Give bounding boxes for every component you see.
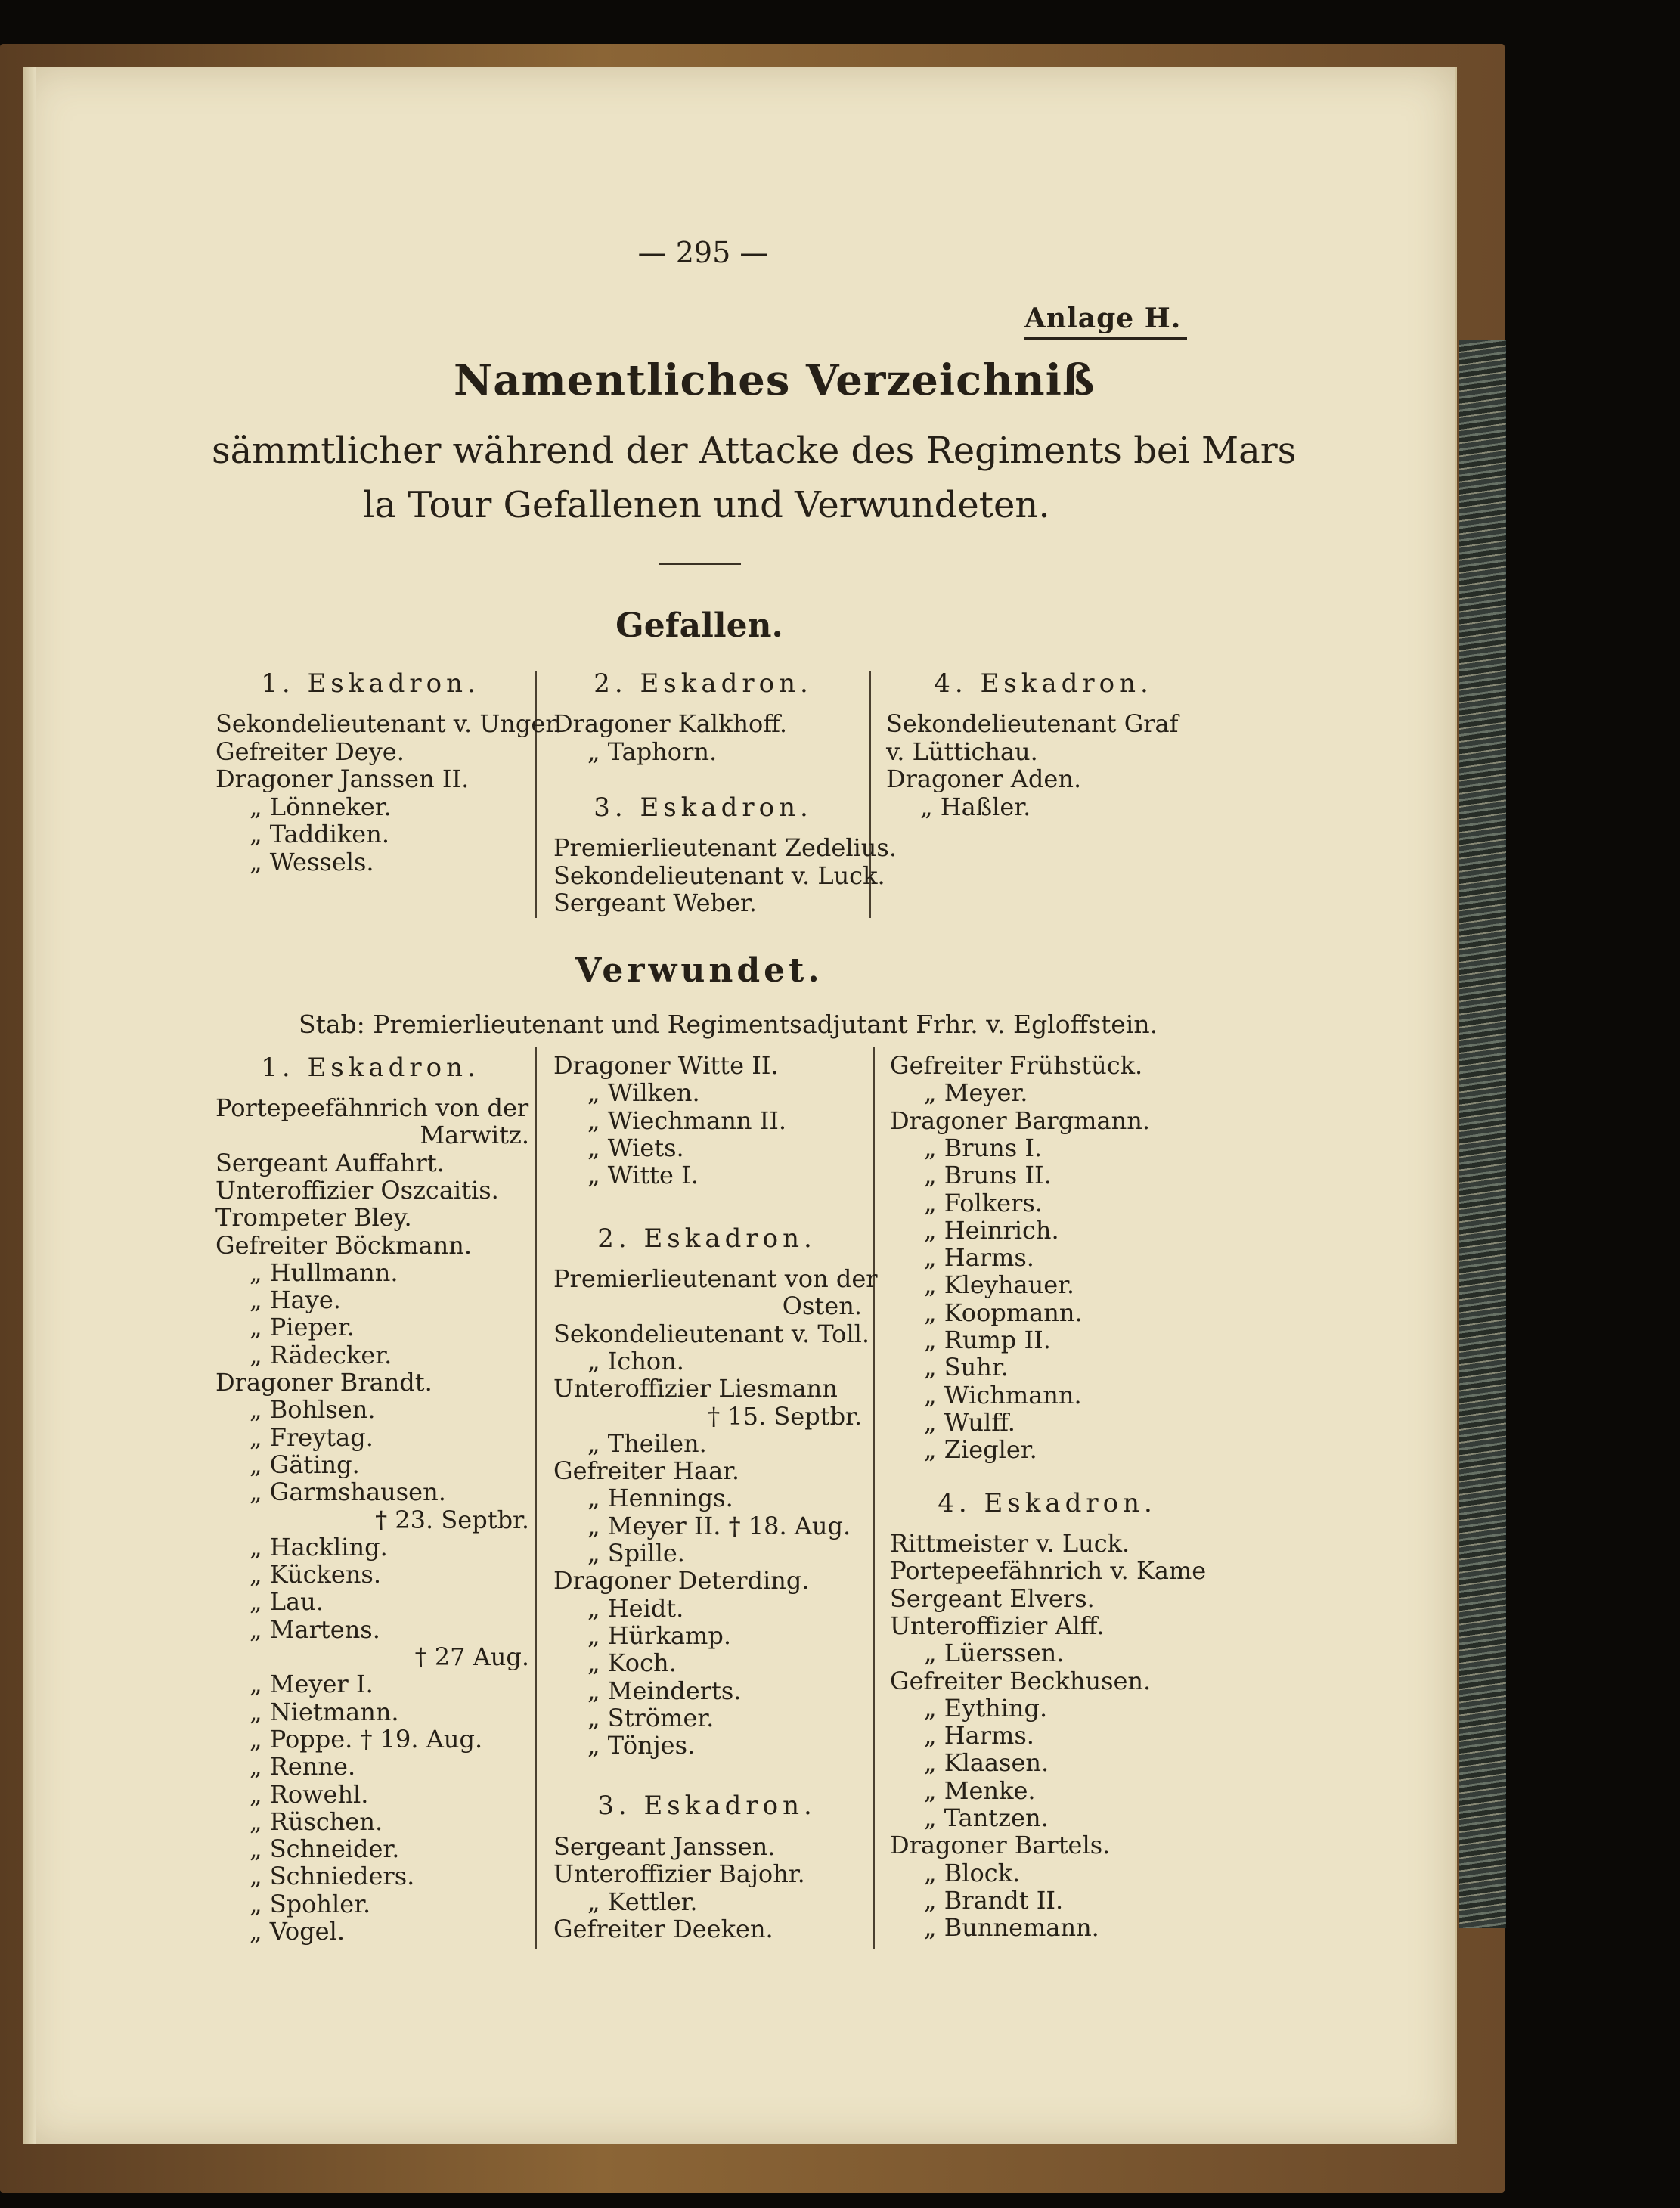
name-entry: Premierlieutenant von der	[553, 1264, 878, 1293]
name-entry: „ Kleyhauer.	[924, 1270, 1075, 1300]
name-entry: „ Menke.	[924, 1775, 1036, 1805]
name-entry: „ Witte I.	[587, 1161, 699, 1190]
section-heading-wounded: Verwundet.	[575, 951, 823, 990]
name-entry: „ Meyer II. † 18. Aug.	[587, 1511, 851, 1540]
name-entry: „ Koopmann.	[924, 1298, 1083, 1327]
name-entry: „ Gäting.	[250, 1450, 360, 1479]
name-entry: „ Garmshausen.	[250, 1478, 446, 1507]
name-entry: „ Folkers.	[924, 1188, 1043, 1217]
name-entry: „ Harms.	[924, 1243, 1034, 1273]
name-entry: Unteroffizier Bajohr.	[553, 1859, 805, 1889]
marbled-binding	[1459, 340, 1506, 1928]
name-entry: Sergeant Weber.	[553, 888, 757, 917]
name-entry: Dragoner Janssen II.	[215, 764, 470, 793]
name-entry: Gefreiter Böckmann.	[215, 1230, 472, 1260]
name-entry: Sergeant Elvers.	[890, 1583, 1095, 1613]
name-entry: Sekondelieutenant v. Toll.	[553, 1319, 870, 1348]
name-entry: „ Poppe. † 19. Aug.	[250, 1724, 483, 1754]
name-entry: „ Block.	[924, 1858, 1021, 1887]
name-entry: „ Nietmann.	[250, 1697, 399, 1726]
name-entry: „ Ziegler.	[924, 1435, 1037, 1465]
name-entry: „ Lönneker.	[250, 792, 392, 821]
subtitle-line-1: sämmtlicher während der Attacke des Regiments bei Mars	[212, 430, 1297, 472]
appendix-label: Anlage H.	[1024, 302, 1182, 334]
name-entry: Dragoner Kalkhoff.	[553, 709, 788, 738]
name-entry: „ Meyer I.	[250, 1670, 374, 1699]
name-entry: v. Lüttichau.	[886, 737, 1038, 766]
name-entry: „ Spohler.	[250, 1889, 371, 1918]
name-entry: Dragoner Bartels.	[890, 1831, 1111, 1860]
name-entry: „ Kettler.	[587, 1887, 698, 1916]
name-entry: „ Ichon.	[587, 1346, 684, 1375]
name-entry: Unteroffizier Oszcaitis.	[215, 1175, 499, 1205]
name-entry: Dragoner Aden.	[886, 764, 1082, 793]
title-divider	[659, 563, 741, 565]
name-entry: „ Hennings.	[587, 1484, 733, 1513]
name-entry: Sergeant Auffahrt.	[215, 1148, 445, 1177]
name-entry: Trompeter Bley.	[215, 1203, 412, 1233]
squadron-heading: 4. Eskadron.	[934, 668, 1153, 699]
name-entry: Unteroffizier Alff.	[890, 1611, 1105, 1640]
name-entry: „ Wichmann.	[924, 1380, 1082, 1409]
squadron-heading: 3. Eskadron.	[594, 792, 813, 823]
squadron-heading: 4. Eskadron.	[938, 1488, 1157, 1518]
squadron-heading: 2. Eskadron.	[594, 668, 813, 699]
name-entry: „ Eything.	[924, 1693, 1048, 1723]
name-entry: Unteroffizier Liesmann	[553, 1374, 838, 1403]
name-entry: „ Hullmann.	[250, 1258, 398, 1287]
name-entry: „ Strömer.	[587, 1703, 714, 1732]
name-entry: † 23. Septbr.	[375, 1505, 529, 1534]
name-entry: „ Taddiken.	[250, 820, 389, 848]
page-gutter	[23, 67, 36, 2144]
name-entry: „ Koch.	[587, 1648, 677, 1678]
name-entry: „ Bruns I.	[924, 1133, 1043, 1162]
name-entry: „ Theilen.	[587, 1428, 707, 1458]
name-entry: „ Tönjes.	[587, 1731, 696, 1760]
name-entry: „ Pieper.	[250, 1313, 355, 1342]
name-entry: „ Rowehl.	[250, 1779, 369, 1809]
name-entry: „ Lau.	[250, 1587, 324, 1617]
name-entry: „ Hackling.	[250, 1532, 388, 1561]
name-entry: „ Bohlsen.	[250, 1395, 376, 1425]
name-entry: Portepeefähnrich v. Kame	[890, 1556, 1207, 1586]
name-entry: Sekondelieutenant Graf	[886, 709, 1179, 738]
name-entry: „ Tantzen.	[924, 1803, 1049, 1832]
column-divider	[535, 671, 537, 918]
name-entry: „ Bunnemann.	[924, 1913, 1099, 1943]
column-divider	[873, 1047, 875, 1949]
page-number: — 295 —	[637, 236, 769, 269]
name-entry: „ Rädecker.	[250, 1340, 392, 1369]
name-entry: Sekondelieutenant v. Luck.	[553, 861, 885, 890]
name-entry: Premierlieutenant Zedelius.	[553, 833, 897, 862]
name-entry: „ Haye.	[250, 1285, 341, 1315]
appendix-underline	[1024, 337, 1187, 340]
name-entry: „ Haßler.	[920, 792, 1031, 821]
column-divider	[535, 1047, 537, 1949]
name-entry: „ Heinrich.	[924, 1215, 1059, 1245]
name-entry: „ Rüschen.	[250, 1806, 383, 1836]
name-entry: „ Bruns II.	[924, 1161, 1052, 1190]
name-entry: Gefreiter Beckhusen.	[890, 1666, 1152, 1695]
name-entry: Dragoner Brandt.	[215, 1368, 432, 1397]
squadron-heading: 1. Eskadron.	[261, 668, 480, 699]
name-entry: „ Wilken.	[587, 1078, 700, 1108]
squadron-heading: 3. Eskadron.	[597, 1791, 817, 1821]
squadron-heading: 1. Eskadron.	[261, 1053, 480, 1083]
name-entry: „ Harms.	[924, 1721, 1034, 1751]
name-entry: „ Wessels.	[250, 847, 374, 876]
name-entry: „ Wulff.	[924, 1407, 1015, 1437]
name-entry: Gefreiter Deeken.	[553, 1914, 773, 1943]
name-entry: Gefreiter Haar.	[553, 1456, 740, 1486]
name-entry: Osten.	[782, 1292, 862, 1321]
name-entry: „ Hürkamp.	[587, 1620, 732, 1650]
name-entry: Sekondelieutenant v. Unger.	[215, 709, 563, 738]
name-entry: † 15. Septbr.	[708, 1401, 862, 1431]
name-entry: „ Martens.	[250, 1614, 380, 1644]
name-entry: „ Meinderts.	[587, 1676, 742, 1705]
name-entry: † 27 Aug.	[414, 1642, 529, 1671]
name-entry: Marwitz.	[420, 1121, 529, 1150]
name-entry: Gefreiter Frühstück.	[890, 1051, 1143, 1080]
name-entry: „ Taphorn.	[587, 737, 718, 766]
subtitle-line-2: la Tour Gefallenen und Verwundeten.	[363, 484, 1050, 526]
name-entry: „ Rump II.	[924, 1326, 1051, 1354]
name-entry: „ Brandt II.	[924, 1885, 1064, 1915]
name-entry: Dragoner Deterding.	[553, 1566, 810, 1596]
name-entry: „ Vogel.	[250, 1917, 346, 1946]
name-entry: „ Renne.	[250, 1752, 356, 1782]
name-entry: „ Wiets.	[587, 1133, 684, 1162]
name-entry: „ Wiechmann II.	[587, 1106, 787, 1135]
name-entry: Dragoner Witte II.	[553, 1051, 779, 1080]
squadron-heading: 2. Eskadron.	[597, 1223, 817, 1254]
name-entry: „ Kückens.	[250, 1560, 382, 1589]
name-entry: Portepeefähnrich von der	[215, 1093, 529, 1122]
name-entry: „ Suhr.	[924, 1353, 1009, 1382]
name-entry: „ Heidt.	[587, 1593, 684, 1623]
name-entry: „ Schneider.	[250, 1834, 400, 1864]
section-heading-fallen: Gefallen.	[615, 606, 783, 645]
name-entry: Rittmeister v. Luck.	[890, 1529, 1130, 1558]
name-entry: „ Schnieders.	[250, 1862, 415, 1891]
name-entry: Dragoner Bargmann.	[890, 1106, 1150, 1135]
name-entry: Sergeant Janssen.	[553, 1832, 776, 1861]
name-entry: „ Klaasen.	[924, 1748, 1049, 1778]
name-entry: „ Freytag.	[250, 1422, 374, 1452]
page-title: Namentliches Verzeichniß	[454, 355, 1096, 405]
staff-line: Stab: Premierlieutenant und Regimentsadjutant Frhr. v. Egloffstein.	[299, 1009, 1158, 1039]
name-entry: Gefreiter Deye.	[215, 737, 405, 766]
name-entry: „ Meyer.	[924, 1078, 1028, 1108]
name-entry: „ Lüerssen.	[924, 1639, 1065, 1668]
name-entry: „ Spille.	[587, 1539, 685, 1568]
